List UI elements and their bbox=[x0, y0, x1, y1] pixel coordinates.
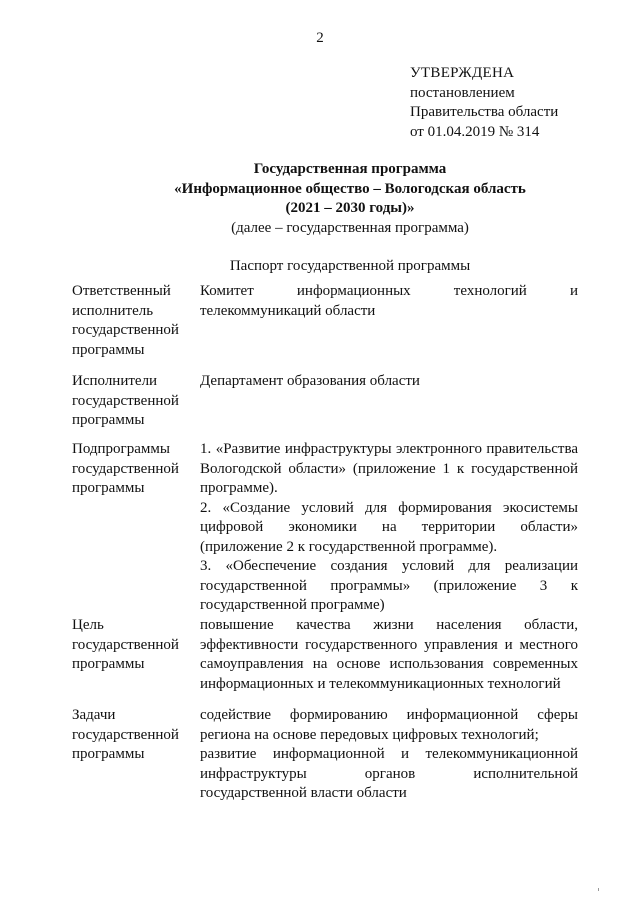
passport-row-label: Ответственный исполнитель государственной программы bbox=[72, 283, 179, 358]
passport-row-label: Подпрограммы государственной программы bbox=[72, 441, 179, 496]
passport-paragraph: содействие формированию информационной сферы региона на основе передовых цифровых технологий; bbox=[200, 707, 578, 743]
scan-mark bbox=[598, 888, 599, 891]
passport-paragraph: 2. «Создание условий для формирования экосистемы цифровой экономики на территории области» (приложение 2 к государственной программе). bbox=[200, 499, 578, 555]
approval-line: постановлением bbox=[410, 84, 515, 101]
program-title bbox=[60, 160, 640, 238]
passport-row-label: Исполнители государственной программы bbox=[72, 373, 179, 428]
passport-paragraph: развитие информационной и телекоммуникационной инфраструктуры органов исполнительной государственной власти области bbox=[200, 746, 578, 801]
approval-line: от 01.04.2019 № 314 bbox=[410, 123, 540, 140]
title-note: (далее – государственная программа) bbox=[231, 219, 469, 236]
passport-row-value bbox=[200, 282, 578, 321]
passport-paragraph: повышение качества жизни населения области, эффективности государственного управления и местного самоуправления на основе использования современных информационных и телекоммуникационных технологий bbox=[200, 617, 578, 692]
passport-row-value bbox=[200, 372, 578, 392]
approval-heading: УТВЕРЖДЕНА bbox=[410, 65, 515, 81]
passport-row-value bbox=[200, 706, 578, 804]
page-number: 2 bbox=[316, 30, 324, 46]
passport-row-value bbox=[200, 440, 578, 616]
passport-paragraph: 3. «Обеспечение создания условий для реализации государственной программы» (приложение 3 к государственной программе) bbox=[200, 558, 578, 613]
passport-row-label: Цель государственной программы bbox=[72, 617, 179, 672]
title-line: (2021 – 2030 годы)» bbox=[285, 200, 415, 216]
title-line: Государственная программа bbox=[253, 161, 447, 177]
passport-row-label: Задачи государственной программы bbox=[72, 707, 179, 762]
passport-row-value bbox=[200, 616, 578, 694]
approval-stamp bbox=[410, 64, 558, 142]
passport-paragraph: 1. «Развитие инфраструктуры электронного правительства Вологодской области» (приложение 1 к государственной программе). bbox=[200, 441, 578, 496]
passport-paragraph: Комитет информационных технологий и телекоммуникаций области bbox=[200, 283, 578, 319]
passport-title: Паспорт государственной программы bbox=[229, 258, 471, 274]
passport-paragraph: Департамент образования области bbox=[200, 373, 420, 389]
title-line: «Информационное общество – Вологодская область bbox=[174, 180, 526, 197]
approval-line: Правительства области bbox=[410, 104, 559, 120]
